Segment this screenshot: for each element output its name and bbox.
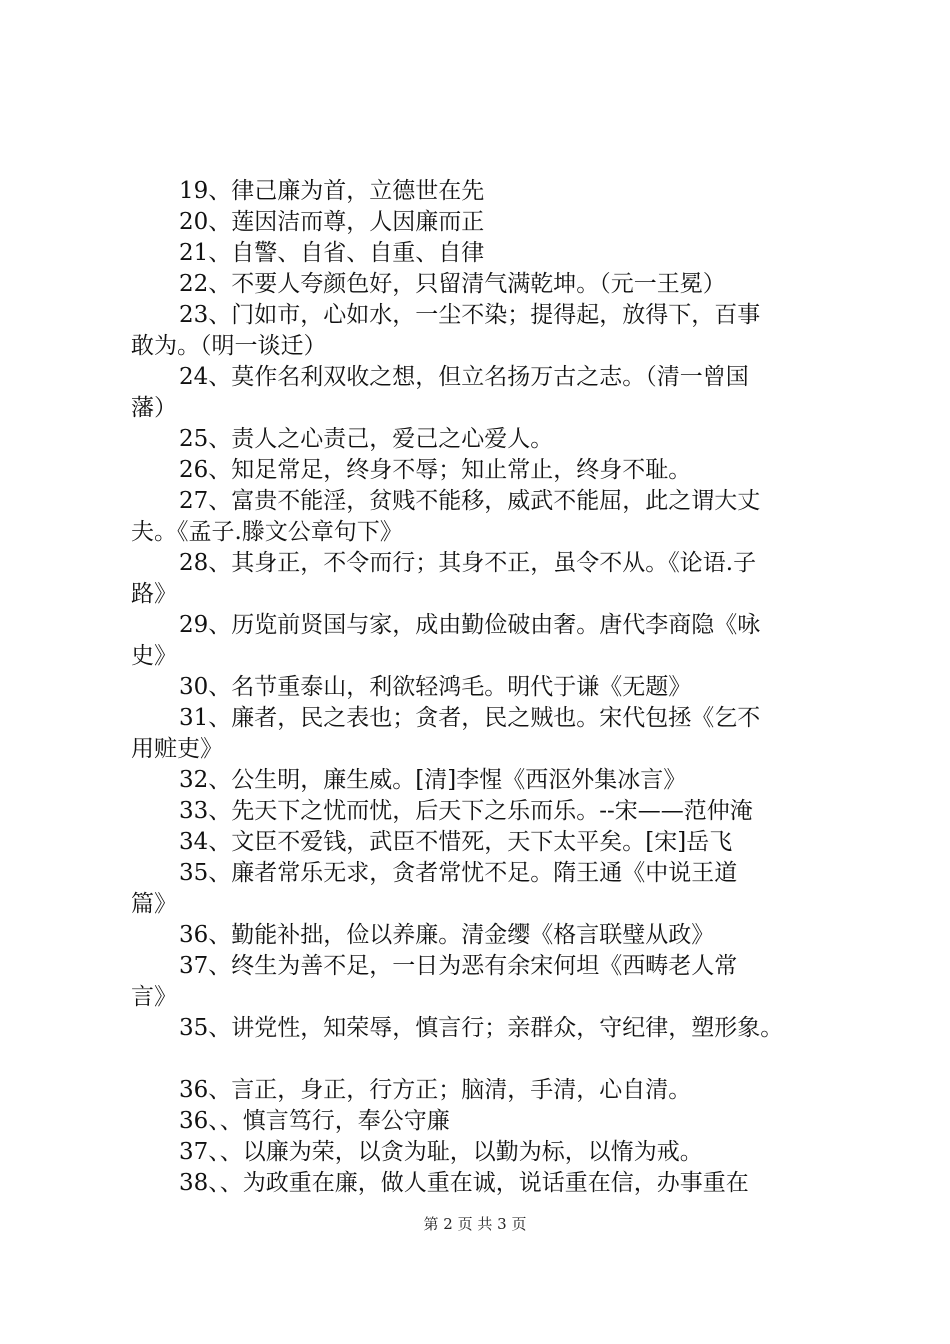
text-line: 35、廉者常乐无求，贪者常忧不足。隋王通《中说王道 <box>179 860 738 886</box>
document-body <box>131 176 836 1199</box>
text-line: 20、莲因洁而尊，人因廉而正 <box>179 209 485 235</box>
text-line: 路》 <box>131 581 177 607</box>
text-line: 33、先天下之忧而忧，后天下之乐而乐。--宋——范仲淹 <box>179 798 753 824</box>
text-line: 37、终生为善不足，一日为恶有余宋何坦《西畴老人常 <box>179 953 738 979</box>
text-line: 35、讲党性，知荣辱，慎言行；亲群众，守纪律，塑形象。 <box>179 1015 784 1041</box>
text-line: 36、勤能补拙，俭以养廉。清金缨《格言联璧从政》 <box>179 922 715 948</box>
page-footer: 第 2 页 共 3 页 <box>423 1215 527 1233</box>
text-line <box>131 1044 836 1075</box>
text-line: 32、公生明，廉生威。[清]李惺《西沤外集冰言》 <box>179 767 687 793</box>
text-line: 29、历览前贤国与家，成由勤俭破由奢。唐代李商隐《咏 <box>179 612 761 638</box>
text-line: 19、律己廉为首，立德世在先 <box>179 178 485 204</box>
text-line: 30、名节重泰山，利欲轻鸿毛。明代于谦《无题》 <box>179 674 692 700</box>
text-line: 38、、为政重在廉，做人重在诚，说话重在信，办事重在 <box>179 1170 749 1196</box>
text-line: 21、自警、自省、自重、自律 <box>179 240 485 266</box>
text-line: 28、其身正，不令而行；其身不正，虽令不从。《论语.子 <box>179 550 757 576</box>
text-line: 37、、以廉为荣，以贪为耻，以勤为标，以惰为戒。 <box>179 1139 703 1165</box>
text-line: 夫。《孟子.滕文公章句下》 <box>131 519 403 545</box>
text-line: 藩） <box>131 395 177 421</box>
text-line: 31、廉者，民之表也；贪者，民之贼也。宋代包拯《乞不 <box>179 705 761 731</box>
text-line: 25、责人之心责己，爱己之心爱人。 <box>179 426 554 452</box>
text-line: 敢为。（明一谈迁） <box>131 333 327 359</box>
text-line: 言》 <box>131 984 177 1010</box>
text-line: 篇》 <box>131 891 177 917</box>
text-line: 24、莫作名利双收之想，但立名扬万古之志。（清一曾国 <box>179 364 749 390</box>
text-line: 26、知足常足，终身不辱；知止常止，终身不耻。 <box>179 457 692 483</box>
text-line: 22、不要人夸颜色好，只留清气满乾坤。（元一王冕） <box>179 271 726 297</box>
text-line: 27、富贵不能淫，贫贱不能移，威武不能屈，此之谓大丈 <box>179 488 761 514</box>
text-line: 23、门如市，心如水，一尘不染；提得起，放得下，百事 <box>179 302 761 328</box>
text-line: 36、言正，身正，行方正；脑清，手清，心自清。 <box>179 1077 692 1103</box>
text-line: 史》 <box>131 643 177 669</box>
text-line: 用赃吏》 <box>131 736 223 762</box>
text-line: 34、文臣不爱钱，武臣不惜死，天下太平矣。[宋]岳飞 <box>179 829 733 855</box>
text-line: 36、、慎言笃行，奉公守廉 <box>179 1108 450 1134</box>
